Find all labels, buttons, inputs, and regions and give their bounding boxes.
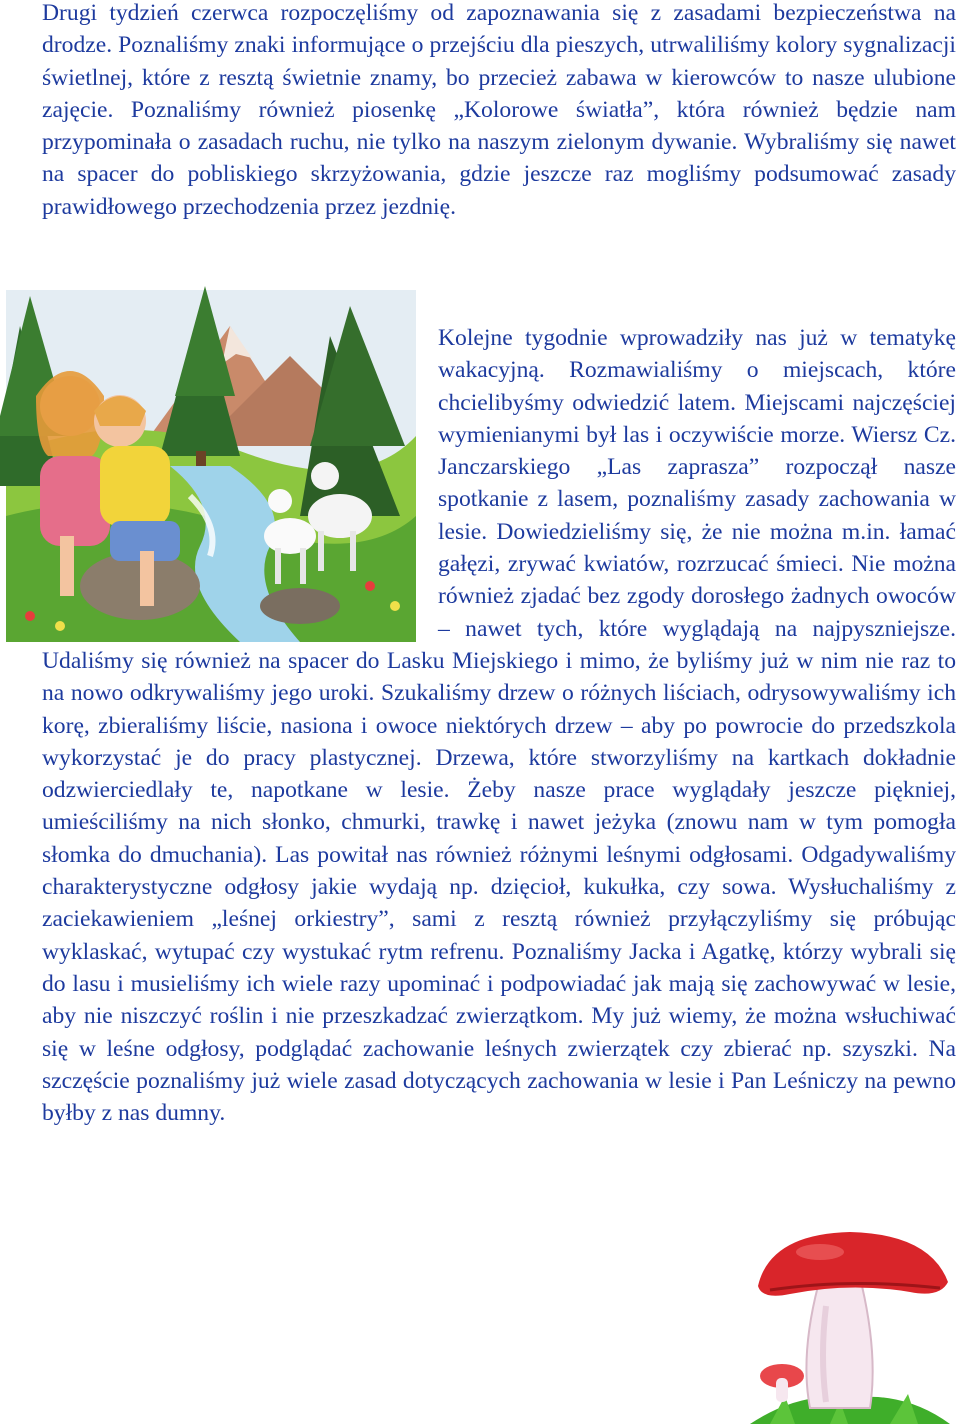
- paragraph-traffic-safety: Drugi tydzień czerwca rozpoczęliśmy od zapoznawania się z zasadami bezpieczeństwa na drodze. Poznaliśmy znaki informujące o przejściu dla pieszych, utrwaliliśmy kolory sygnalizacji świetlnej, które z resztą świetnie znamy, bo przecież zabawa w kierowców to nasze ulubione zajęcie. Poznaliśmy również piosenkę „Kolorowe światła”, która również będzie nam przypominała o zasadach ruchu, nie tylko na naszym zielonym dywanie. Wybraliśmy się nawet na spacer do pobliskiego skrzyżowania, gdzie jeszcze raz mogliśmy podsumować zasady prawidłowego przechodzenia przez jezdnię.: [42, 0, 956, 220]
- paragraph-forest-topic: [42, 322, 956, 1129]
- mushroom-icon: [740, 1226, 960, 1424]
- paragraph-forest-text: Kolejne tygodnie wprowadziły nas już w tematykę wakacyjną. Rozmawialiśmy o miejscach, które chcielibyśmy odwiedzić latem. Miejscami najczęściej wymienianymi był las i oczywiście morze. Wiersz Cz. Janczarskiego „Las zaprasza” rozpoczął nasze spotkanie z lasem, poznaliśmy zasady zachowania w lesie. Dowiedzieliśmy się, że nie można m.in. łamać gałęzi, zrywać kwiatów, rozrzucać śmieci. Nie można również zjadać bez zgody dorosłego żadnych owoców – nawet tych, które wyglądają na najpyszniejsze. Udaliśmy się również na spacer do Lasku Miejskiego i mimo, że byliśmy już w nim nie raz to na nowo odkrywaliśmy jego uroki. Szukaliśmy drzew o różnych liściach, odrysowywaliśmy ich korę, zbieraliśmy liście, nasiona i owoce niektórych drzew – aby po powrocie do przedszkola wykorzystać je do pracy plastycznej. Drzewa, które stworzyliśmy na kartkach dokładnie odzwierciedlały te, napotkane w lesie. Żeby nasze prace wyglądały jeszcze piękniej, umieściliśmy na nich słonko, chmurki, trawkę i nawet jeżyka (znowu nam w tym pomogła słomka do dmuchania). Las powitał nas również różnymi leśnymi odgłosami. Odgadywaliśmy charakterystyczne odgłosy jakie wydają np. dzięcioł, kukułka, czy sowa. Wysłuchaliśmy z zaciekawieniem „leśnej orkiestry”, sami z resztą również przyłączyliśmy się próbując wyklaskać, wytupać czy wystukać rytm refrenu. Poznaliśmy Jacka i Agatkę, którzy wybrali się do lasu i musieliśmy ich wiele razy upominać i podpowiadać jak mają się zachowywać w lesie, aby nie niszczyć roślin i nie przeszkadzać zwierzątkom. My już wiemy, że można wsłuchiwać się w leśne odgłosy, podglądać zachowanie leśnych zwierzątek czy zbierać np. szyszki. Na szczęście poznaliśmy już wiele zasad dotyczących zachowania w lesie i Pan Leśniczy na pewno byłby z nas dumny.: [42, 325, 956, 1127]
- illustration-float-space: [42, 322, 438, 644]
